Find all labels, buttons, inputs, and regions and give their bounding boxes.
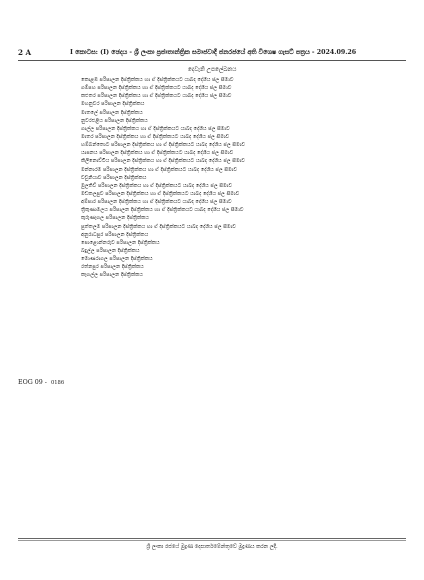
- page-header: [18, 46, 406, 61]
- reference-prefix: EOG 09 -: [18, 379, 49, 386]
- list-item: ගාල්ල පරිපාලන දිස්ත්‍රික්කය හා ඒ දිස්ත්‍රික්කයට යාබද දේශීය ජල සීමාව: [81, 125, 230, 132]
- page-number: 2 A: [18, 48, 32, 57]
- list-item: කොළඹ පරිපාලන දිස්ත්‍රික්කය හා ඒ දිස්ත්‍රික්කයට යාබද දේශීය ජල සීමාව: [81, 77, 234, 83]
- list-item: වවුනියාව පරිපාලන දිස්ත්‍රික්කය: [81, 174, 147, 181]
- list-item: මන්නාරම පරිපාලන දිස්ත්‍රික්කය හා ඒ දිස්ත්‍රික්කයට යාබද දේශීය ජල සීමාව: [81, 166, 238, 173]
- schedule-heading: දෙවැනි උපලේඛනය: [187, 67, 237, 73]
- list-item: කුරුණෑගල පරිපාලන දිස්ත්‍රික්කය: [81, 215, 149, 222]
- list-item: හම්බන්තොට පරිපාලන දිස්ත්‍රික්කය හා ඒ දිස්ත්‍රික්කයට යාබද දේශීය ජල සීමාව: [81, 142, 246, 149]
- footer-divider: [18, 538, 406, 539]
- list-item: මොණරාගල පරිපාලන දිස්ත්‍රික්කය: [81, 256, 153, 263]
- gazette-title: [70, 46, 356, 60]
- list-item: පොළොන්නරුව පරිපාලන දිස්ත්‍රික්කය: [81, 239, 160, 246]
- list-item: කිලිනොච්චිය පරිපාලන දිස්ත්‍රික්කය හා ඒ දිස්ත්‍රික්කයට යාබද දේශීය ජල සීමාව: [81, 158, 245, 165]
- list-item: මහනුවර පරිපාලන දිස්ත්‍රික්කය: [81, 101, 145, 108]
- reference-code: [18, 379, 64, 386]
- list-item: නුවරඑළිය පරිපාලන දිස්ත්‍රික්කය: [81, 117, 148, 124]
- list-item: රත්නපුර පරිපාලන දිස්ත්‍රික්කය: [81, 264, 144, 271]
- footer-divider-thin: [18, 540, 406, 541]
- list-item: ගම්පහ පරිපාලන දිස්ත්‍රික්කය හා ඒ දිස්ත්‍රික්කයට යාබද දේශීය ජල සීමාව: [81, 85, 232, 92]
- list-item: මුලතිව් පරිපාලන දිස්ත්‍රික්කය හා ඒ දිස්ත්‍රික්කයට යාබද දේශීය ජල සීමාව: [81, 182, 233, 189]
- gazette-title-text: I කොටස: (I) ඡෙදය - ශ්‍රී ලංකා ප්‍රජාතාන්ත්‍රික සමාජවාදී ජනරජයේ අති විශෙෂ ගැසට් පත්‍රය -: [70, 49, 317, 56]
- list-item: මඩකලපුව පරිපාලන දිස්ත්‍රික්කය හා ඒ දිස්ත්‍රික්කයට යාබද දේශීය ජල සීමාව: [81, 190, 240, 197]
- list-item: මාතලේ පරිපාලන දිස්ත්‍රික්කය: [81, 109, 143, 116]
- list-item: අනුරාධපුර පරිපාලන දිස්ත්‍රික්කය: [81, 231, 149, 238]
- list-item: බදුල්ල පරිපාලන දිස්ත්‍රික්කය: [81, 247, 140, 254]
- list-item: ත්‍රිකුණාමලය පරිපාලන දිස්ත්‍රික්කය හා ඒ දිස්ත්‍රික්කයට යාබද දේශීය ජල සීමාව: [81, 207, 244, 214]
- list-item: පුත්තලම පරිපාලන දිස්ත්‍රික්කය හා ඒ දිස්ත්‍රික්කයට යාබද දේශීය ජල සීමාව: [81, 223, 236, 230]
- list-item: කළුතර පරිපාලන දිස්ත්‍රික්කය හා ඒ දිස්ත්‍රික්කයට යාබද දේශීය ජල සීමාව: [81, 93, 232, 100]
- list-item: කෑගල්ල පරිපාලන දිස්ත්‍රික්කය: [81, 272, 143, 279]
- list-item: අම්පාර පරිපාලන දිස්ත්‍රික්කය හා ඒ දිස්ත්‍රික්කයට යාබද දේශීය ජල සීමාව: [81, 199, 232, 206]
- gazette-date: 2024.09.26: [316, 49, 357, 56]
- district-list: [81, 76, 245, 280]
- list-item: මාතර පරිපාලන දිස්ත්‍රික්කය හා ඒ දිස්ත්‍රික්කයට යාබද දේශීය ජල සීමාව: [81, 133, 230, 140]
- list-item: යාපනය පරිපාලන දිස්ත්‍රික්කය හා ඒ දිස්ත්‍රික්කයට යාබද දේශීය ජල සීමාව: [81, 150, 234, 157]
- printer-footer: ශ්‍රී ලංකා රජයේ මුද්‍රණ දෙපාර්තමේන්තුවේ මුද්‍රණය කරන ලදී.: [146, 544, 278, 550]
- reference-number: 0186: [50, 380, 65, 386]
